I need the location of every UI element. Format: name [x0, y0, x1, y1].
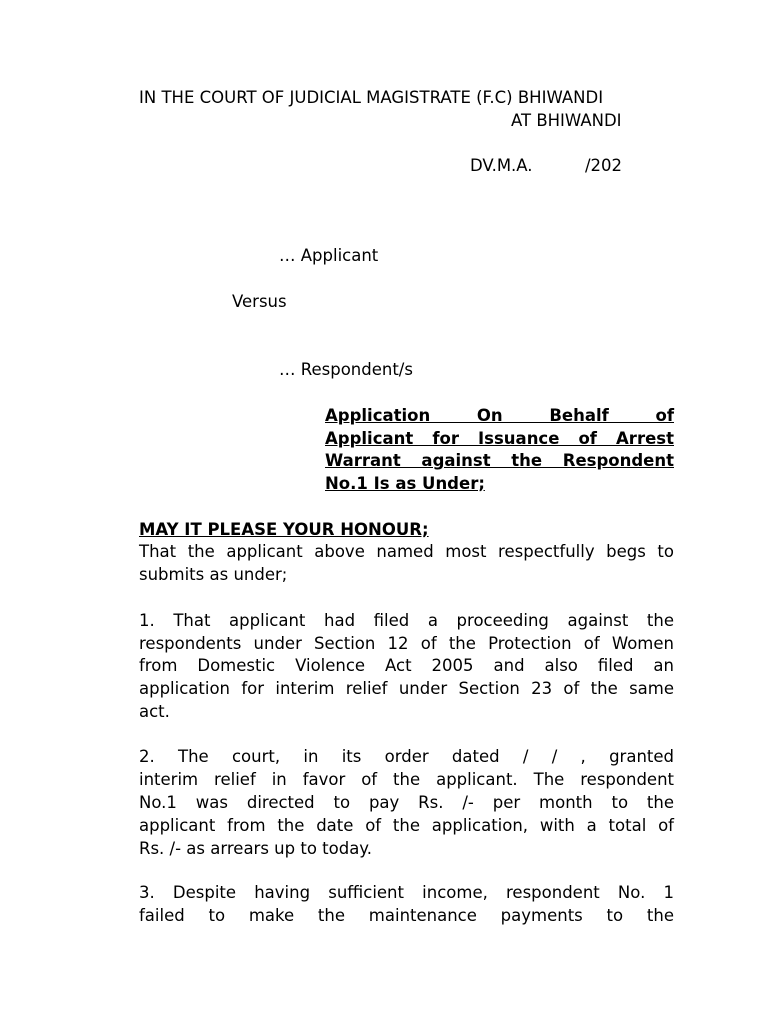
- respondent-label: … Respondent/s: [279, 360, 413, 379]
- paragraph-line: respondents under Section 12 of the Protection of Women: [139, 634, 674, 653]
- court-heading-line2: AT BHIWANDI: [511, 111, 622, 130]
- salutation: MAY IT PLEASE YOUR HONOUR;: [139, 520, 429, 539]
- title-line: No.1 Is as Under;: [325, 474, 485, 493]
- paragraph-line: No.1 was directed to pay Rs. /- per month to the: [139, 793, 674, 812]
- paragraph-line: Rs. /- as arrears up to today.: [139, 839, 372, 858]
- intro-line: That the applicant above named most respectfully begs to: [139, 542, 674, 561]
- title-line: Applicant for Issuance of Arrest: [325, 429, 674, 448]
- paragraph-line: from Domestic Violence Act 2005 and also filed an: [139, 656, 674, 675]
- title-line: Application On Behalf of: [325, 406, 674, 425]
- applicant-label: … Applicant: [279, 246, 379, 265]
- paragraph-line: application for interim relief under Section 23 of the same: [139, 679, 674, 698]
- intro-line: submits as under;: [139, 565, 288, 584]
- paragraph-line: act.: [139, 702, 170, 721]
- case-number: DV.M.A. /202: [470, 156, 623, 175]
- paragraph-line: interim relief in favor of the applicant. The respondent: [139, 770, 674, 789]
- paragraph-line: 1. That applicant had filed a proceeding against the: [139, 611, 674, 630]
- title-line: Warrant against the Respondent: [325, 451, 674, 470]
- paragraph-line: failed to make the maintenance payments to the: [139, 906, 674, 925]
- paragraph-line: applicant from the date of the application, with a total of: [139, 816, 674, 835]
- paragraph-line: 2. The court, in its order dated / / , granted: [139, 747, 674, 766]
- paragraph-line: 3. Despite having sufficient income, respondent No. 1: [139, 883, 674, 902]
- versus-label: Versus: [232, 292, 287, 311]
- court-heading-line1: IN THE COURT OF JUDICIAL MAGISTRATE (F.C) BHIWANDI: [139, 88, 604, 107]
